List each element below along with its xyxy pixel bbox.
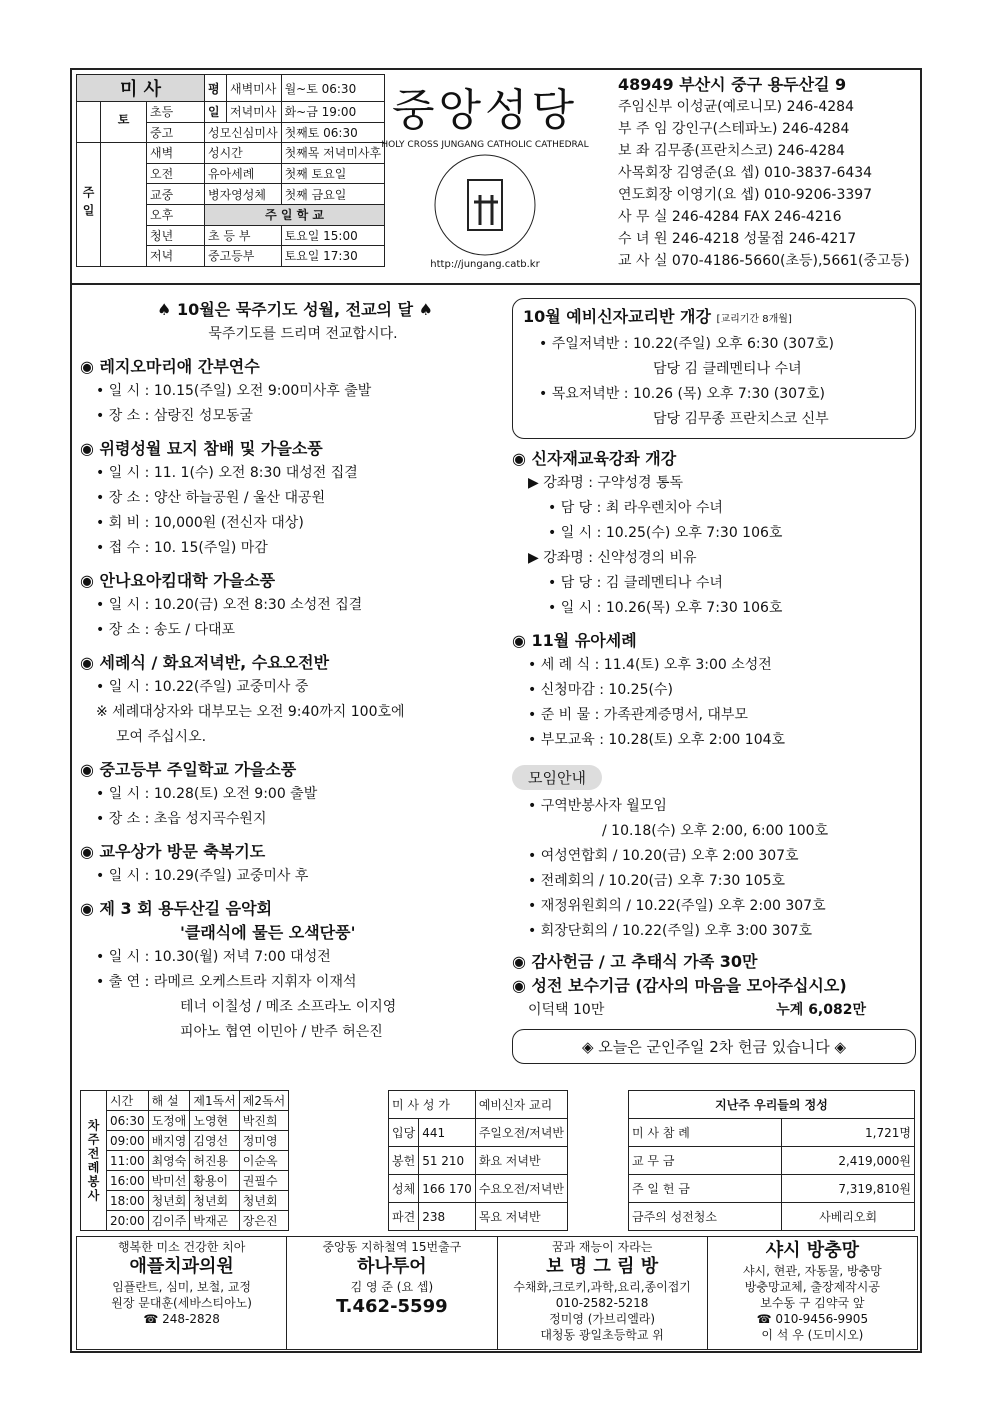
address: 48949 부산시 중구 용두산길 9 [618, 75, 847, 94]
notice-section: ◉ 안나요아킴대학 가을소풍 • 일 시 : 10.20(금) 오전 8:30 소성전 집결 • 장 소 : 송도 / 다대포 [80, 571, 363, 638]
notice-section: ◉ 교우상가 방문 축복기도 • 일 시 : 10.29(주일) 교중미사 후 [80, 842, 309, 884]
mass-schedule-table: 미 사 평 새벽미사 월~토 06:30 토 초등 일 저녁미사 화~금 19:00 중고 성모신심미사 첫째토 06:30 주일 새벽 성시간 첫째목 저녁미사후 오전 유아세례 첫째 토요일 교중 병자영성체 첫째 금요일 오후 주 일 학 교 청년 초 등 부 토요일 15:00 저녁 중고등부 토요일 17:30 [76, 74, 385, 267]
notice-section: ◉ 세례식 / 화요저녁반, 수요오전반 • 일 시 : 10.22(주일) 교중미사 중 ※ 세례대상자와 대부모는 오전 9:40까지 100호에 모여 주십시오. [80, 653, 405, 745]
ad-dental: 행복한 미소 건강한 치아 애플치과의원 임플란트, 심미, 보철, 교정 원장 문대훈(세바스티아노) ☎ 248-2828 [77, 1237, 287, 1349]
ad-window-screen: 샤시 방충망 샤시, 현관, 자동물, 방충망 방충망교체, 출장제작시공 보수동 구 김약국 앞 ☎ 010-9456-9905 이 석 우 (도미시오) [742, 1240, 882, 1342]
service-table: 차주전례봉사 시간 해 설 제1독서 제2독서 06:30 도정애 노영현 박진희 09:00 배지영 김영선 정미영 11:00 최영숙 허진용 이순옥 16:00 박미선 황용이 권필수 18:00 청년회 청년회 청년회 20:00 김이주 박재곤 장은진 [80, 1090, 289, 1231]
right-column: 10월 예비신자교리반 개강 [교리기간 8개월] • 주일저녁반 : 10.22(주일) 오후 6:30 (307호) 담당 김 클레멘티나 수녀 • 목요저녁반 : 10.26 (목) 오후 7:30 (307호) 담당 김무종 프란치스코 신부 ◉ 신자재교육강좌 개강 ▶ 강좌명 : 구약성경 통독 • 담 당 : 최 라우렌치아 수녀 • 일 시 : 10.25(수) 오후 7:30 106호 ▶ 강좌명 : 신약성경의 비유 • 담 당 : 김 클레멘티나 수녀 • 일 시 : 10.26(목) 오후 7:30 106호 ◉ 11월 유아세례 • 세 례 식 : 11.4(토) 오후 3:00 소성전 • 신청마감 : 10.25(수) • 준 비 물 : 가족관계증명서, 대부모 • 부모교육 : 10.28(토) 오후 2:00 104호 모임안내 • 구역반봉사자 월모임 / 10.18(수) 오후 2:00, 6:00 100호 • 여성연합회 / 10.20(금) 오후 2:00 307호 • 전례회의 / 10.20(금) 오후 7:30 105호 • 재정위원회의 / 10.22(주일) 오후 2:00 307호 • 회장단회의 / 10.22(주일) 오후 3:00 307호 ◉ 감사헌금 / 고 추태식 가족 30만 ◉ 성전 보수기금 (감사의 마음을 모아주십시오) 이덕택 10만 누계 6,082만 ◈ 오늘은 군인주일 2차 헌금 있습니다 ◈ [512, 298, 916, 1064]
header [72, 70, 920, 285]
ad-art-studio: 꿈과 재능이 자라는 보 명 그 림 방 수채화,크로키,과학,요리,종이접기 010-2582-5218 정미영 (가브리엘라) 대청동 광일초등학교 위 [498, 1237, 708, 1349]
notice-section: ◉ 제 3 회 용두산길 음악회 '클래식에 물든 오색단풍' • 일 시 : 10.30(월) 저녁 7:00 대성전 • 출 연 : 라메르 오케스트라 지휘자 이재석 테너 이칠성 / 메조 소프라노 이지영 피아노 협연 이민아 / 반주 허은진 [80, 899, 397, 1040]
contact-block: 48949 부산시 중구 용두산길 9 주임신부 이성균(예로니모) 246-4284 부 주 임 강인구(스테파노) 246-4284 보 좌 김무종(프란치스코) 246-4284 사목회장 김영준(요 셉) 010-3837-6434 연도회장 이영기(요 셉) 010-9206-3397 사 무 실 246-4284 FAX 246-4216 수 녀 원 246-4218 성물점 246-4217 교 사 실 070-4186-5660(초등),5661(중고등) [618, 74, 918, 272]
website-url: http://jungang.catb.kr [430, 259, 540, 270]
cathedral-logo-icon [430, 150, 540, 260]
catechism-table: 미 사 성 가 예비신자 교리 입당 441 주일오전/저녁반 봉헌 51 210 화요 저녁반 성체 166 170 수요오전/저녁반 파견 238 목요 저녁반 [388, 1090, 568, 1231]
catechumen-box: 10월 예비신자교리반 개강 [교리기간 8개월] • 주일저녁반 : 10.22(주일) 오후 6:30 (307호) 담당 김 클레멘티나 수녀 • 목요저녁반 : 10.26 (목) 오후 7:30 (307호) 담당 김무종 프란치스코 신부 [512, 298, 916, 439]
mass-title: 미 사 [77, 75, 205, 102]
notice-section: ◉ 중고등부 주일학교 가을소풍 • 일 시 : 10.28(토) 오전 9:00 출발 • 장 소 : 초읍 성지곡수원지 [80, 760, 318, 827]
second-collection-notice: ◈ 오늘은 군인주일 2차 헌금 있습니다 ◈ [512, 1029, 916, 1064]
title-block [370, 70, 600, 282]
bottom-tables [72, 1090, 920, 1240]
notice-section: ◉ 레지오마리애 간부연수 • 일 시 : 10.15(주일) 오전 9:00미사후 출발 • 장 소 : 삼랑진 성모동굴 [80, 357, 372, 424]
notice-section: ♠ 10월은 묵주기도 성월, 전교의 달 ♠ 묵주기도를 드리며 전교합시다. [157, 300, 433, 342]
notice-section: ◉ 신자재교육강좌 개강 ▶ 강좌명 : 구약성경 통독 • 담 당 : 최 라우렌치아 수녀 • 일 시 : 10.25(수) 오후 7:30 106호 ▶ 강좌명 : 신약성경의 비유 • 담 당 : 김 클레멘티나 수녀 • 일 시 : 10.26(목) 오후 7:30 106호 [512, 449, 783, 616]
subtitle: HOLY CROSS JUNGANG CATHOLIC CATHEDRAL [381, 140, 589, 150]
ad-travel: 중앙동 지하철역 15번출구 하나투어 김 영 준 (요 셉) T.462-5599 [287, 1237, 497, 1349]
meeting-badge: 모임안내 [512, 765, 602, 790]
ads-bar [76, 1236, 918, 1350]
left-column [80, 298, 510, 1053]
bulletin-page [70, 68, 922, 1353]
page-title: 중앙성당 [391, 85, 578, 136]
offering-table: 지난주 우리들의 정성 미 사 참 례 1,721명 교 무 금 2,419,000원 주 일 헌 금 7,319,810원 금주의 성전청소 사베리오회 [628, 1090, 915, 1231]
notice-section: ◉ 위령성월 묘지 참배 및 가을소풍 • 일 시 : 11. 1(수) 오전 8:30 대성전 집결 • 장 소 : 양산 하늘공원 / 울산 대공원 • 회 비 : 10,000원 (전신자 대상) • 접 수 : 10. 15(주일) 마감 [80, 439, 358, 556]
notice-section: ◉ 11월 유아세례 • 세 례 식 : 11.4(토) 오후 3:00 소성전 • 신청마감 : 10.25(수) • 준 비 물 : 가족관계증명서, 대부모 • 부모교육 : 10.28(토) 오후 2:00 104호 [512, 631, 786, 748]
